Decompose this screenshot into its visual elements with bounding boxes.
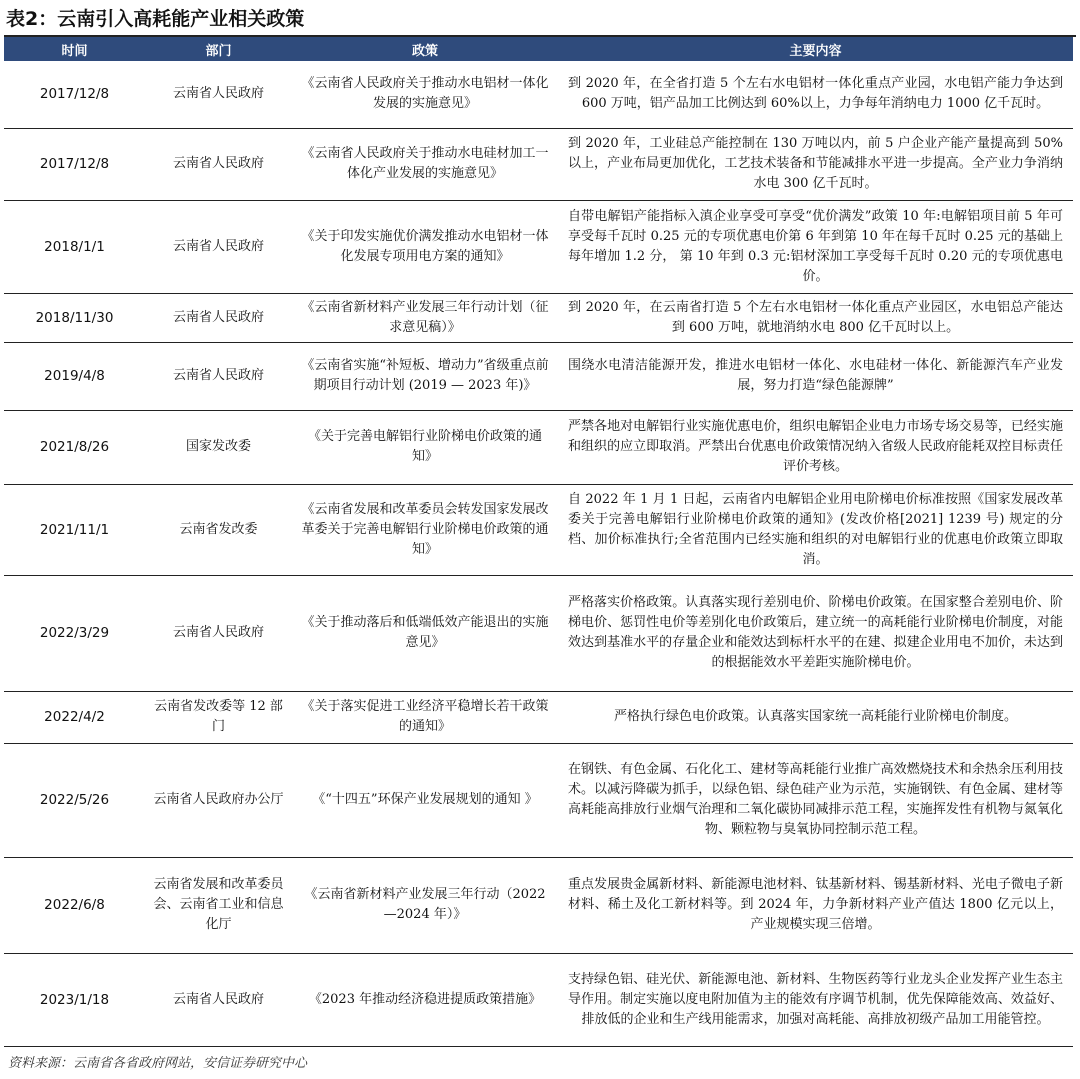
row-date: 2022/4/2 <box>4 691 145 743</box>
row-policy: 《关于印发实施优价满发推动水电铝材一体化发展专项用电方案的通知》 <box>292 200 558 293</box>
row-date: 2022/3/29 <box>4 575 145 691</box>
row-date: 2018/11/30 <box>4 293 145 342</box>
row-policy: 《云南省实施“补短板、增动力”省级重点前期项目行动计划 (2019 — 2023 年)》 <box>292 342 558 410</box>
row-date: 2017/12/8 <box>4 61 145 128</box>
row-content: 到 2020 年，工业硅总产能控制在 130 万吨以内，前 5 户企业产能产量提高到 50%以上，产业布局更加优化，工艺技术装备和节能减排水平进一步提高。全产业力争消纳水电 300 亿千瓦时。 <box>558 128 1073 200</box>
row-content: 严格执行绿色电价政策。认真落实国家统一高耗能行业阶梯电价制度。 <box>558 691 1073 743</box>
row-content: 在钢铁、有色金属、石化化工、建材等高耗能行业推广高效燃烧技术和余热余压利用技术。以减污降碳为抓手，以绿色铝、绿色硅产业为示范，实施钢铁、有色金属、建材等高耗能高排放行业烟气治理和二氧化碳协同减排示范工程，实施挥发性有机物与氮氧化物、颗粒物与臭氧协同控制示范工程。 <box>558 743 1073 857</box>
table-row <box>4 293 1073 342</box>
row-department: 云南省发展和改革委员会、云南省工业和信息化厅 <box>145 857 292 953</box>
row-content: 自 2022 年 1 月 1 日起，云南省内电解铝企业用电阶梯电价标准按照《国家发展改革委关于完善电解铝行业阶梯电价政策的通知》(发改价格[2021] 1239 号) 规定的分档、加价标准执行;全省范围内已经实施和组织的对电解铝行业的优惠电价政策立即取消。 <box>558 484 1073 575</box>
row-policy: 《关于落实促进工业经济平稳增长若干政策的通知》 <box>292 691 558 743</box>
row-department: 云南省人民政府 <box>145 200 292 293</box>
row-policy: 《“十四五”环保产业发展规划的通知 》 <box>292 743 558 857</box>
table-row <box>4 61 1073 128</box>
row-department: 国家发改委 <box>145 410 292 484</box>
row-date: 2022/5/26 <box>4 743 145 857</box>
row-content: 严禁各地对电解铝行业实施优惠电价，组织电解铝企业电力市场专场交易等，已经实施和组织的应立即取消。严禁出台优惠电价政策情况纳入省级人民政府能耗双控目标责任评价考核。 <box>558 410 1073 484</box>
table-row <box>4 410 1073 484</box>
table-row <box>4 953 1073 1046</box>
policy-table <box>4 37 1073 1047</box>
row-policy: 《云南省发展和改革委员会转发国家发展改革委关于完善电解铝行业阶梯电价政策的通知》 <box>292 484 558 575</box>
row-date: 2023/1/18 <box>4 953 145 1046</box>
header-department: 部门 <box>145 37 292 61</box>
table-row <box>4 575 1073 691</box>
row-policy: 《云南省人民政府关于推动水电铝材一体化发展的实施意见》 <box>292 61 558 128</box>
row-content: 自带电解铝产能指标入滇企业享受可享受“优价满发”政策 10 年:电解铝项目前 5 年可享受每千瓦时 0.25 元的专项优惠电价第 6 年到第 10 年在每千瓦时 0.25 元的基础上每年增加 1.2 分， 第 10 年到 0.3 元:铝材深加工享受每千瓦时 0.20 元的专项优惠电价。 <box>558 200 1073 293</box>
row-department: 云南省发改委 <box>145 484 292 575</box>
table-row <box>4 691 1073 743</box>
row-content: 到 2020 年，在云南省打造 5 个左右水电铝材一体化重点产业园区，水电铝总产能达到 600 万吨，就地消纳水电 800 亿千瓦时以上。 <box>558 293 1073 342</box>
table-row <box>4 342 1073 410</box>
row-policy: 《云南省新材料产业发展三年行动计划（征求意见稿）》 <box>292 293 558 342</box>
row-content: 到 2020 年，在全省打造 5 个左右水电铝材一体化重点产业园，水电铝产能力争达到 600 万吨，铝产品加工比例达到 60%以上，力争每年消纳电力 1000 亿千瓦时。 <box>558 61 1073 128</box>
header-date: 时间 <box>4 37 145 61</box>
row-department: 云南省发改委等 12 部门 <box>145 691 292 743</box>
row-date: 2022/6/8 <box>4 857 145 953</box>
table-row <box>4 743 1073 857</box>
row-content: 支持绿色铝、硅光伏、新能源电池、新材料、生物医药等行业龙头企业发挥产业生态主导作用。制定实施以度电附加值为主的能效有序调节机制，优先保障能效高、效益好、排放低的企业和生产线用能需求，加强对高耗能、高排放初级产品加工用能管控。 <box>558 953 1073 1046</box>
header-row <box>4 37 1073 61</box>
table-title: 表2：云南引入高耗能产业相关政策 <box>6 8 305 30</box>
row-content: 严格落实价格政策。认真落实现行差别电价、阶梯电价政策。在国家整合差别电价、阶梯电价、惩罚性电价等差别化电价政策后，建立统一的高耗能行业阶梯电价制度，对能效达到基准水平的存量企业和能效达到标杆水平的在建、拟建企业用电不加价，未达到的根据能效水平差距实施阶梯电价。 <box>558 575 1073 691</box>
table-row <box>4 484 1073 575</box>
row-department: 云南省人民政府 <box>145 953 292 1046</box>
header-policy: 政策 <box>292 37 558 61</box>
row-date: 2019/4/8 <box>4 342 145 410</box>
row-department: 云南省人民政府 <box>145 61 292 128</box>
row-date: 2018/1/1 <box>4 200 145 293</box>
row-department: 云南省人民政府 <box>145 128 292 200</box>
header-content: 主要内容 <box>558 37 1073 61</box>
table-body <box>4 61 1073 1046</box>
row-department: 云南省人民政府 <box>145 293 292 342</box>
table-row <box>4 857 1073 953</box>
source-note: 资料来源：云南省各省政府网站，安信证券研究中心 <box>8 1056 308 1071</box>
row-policy: 《2023 年推动经济稳进提质政策措施》 <box>292 953 558 1046</box>
table-row <box>4 128 1073 200</box>
row-department: 云南省人民政府 <box>145 342 292 410</box>
row-date: 2017/12/8 <box>4 128 145 200</box>
row-policy: 《关于完善电解铝行业阶梯电价政策的通知》 <box>292 410 558 484</box>
row-department: 云南省人民政府办公厅 <box>145 743 292 857</box>
row-policy: 《云南省人民政府关于推动水电硅材加工一体化产业发展的实施意见》 <box>292 128 558 200</box>
row-department: 云南省人民政府 <box>145 575 292 691</box>
row-date: 2021/11/1 <box>4 484 145 575</box>
row-policy: 《云南省新材料产业发展三年行动（2022—2024 年）》 <box>292 857 558 953</box>
row-policy: 《关于推动落后和低端低效产能退出的实施意见》 <box>292 575 558 691</box>
row-date: 2021/8/26 <box>4 410 145 484</box>
row-content: 围绕水电清洁能源开发，推进水电铝材一体化、水电硅材一体化、新能源汽车产业发展，努力打造“绿色能源牌” <box>558 342 1073 410</box>
table-header <box>4 37 1073 61</box>
table-row <box>4 200 1073 293</box>
row-content: 重点发展贵金属新材料、新能源电池材料、钛基新材料、锡基新材料、光电子微电子新材料、稀土及化工新材料等。到 2024 年，力争新材料产业产值达 1800 亿元以上，产业规模实现三倍增。 <box>558 857 1073 953</box>
